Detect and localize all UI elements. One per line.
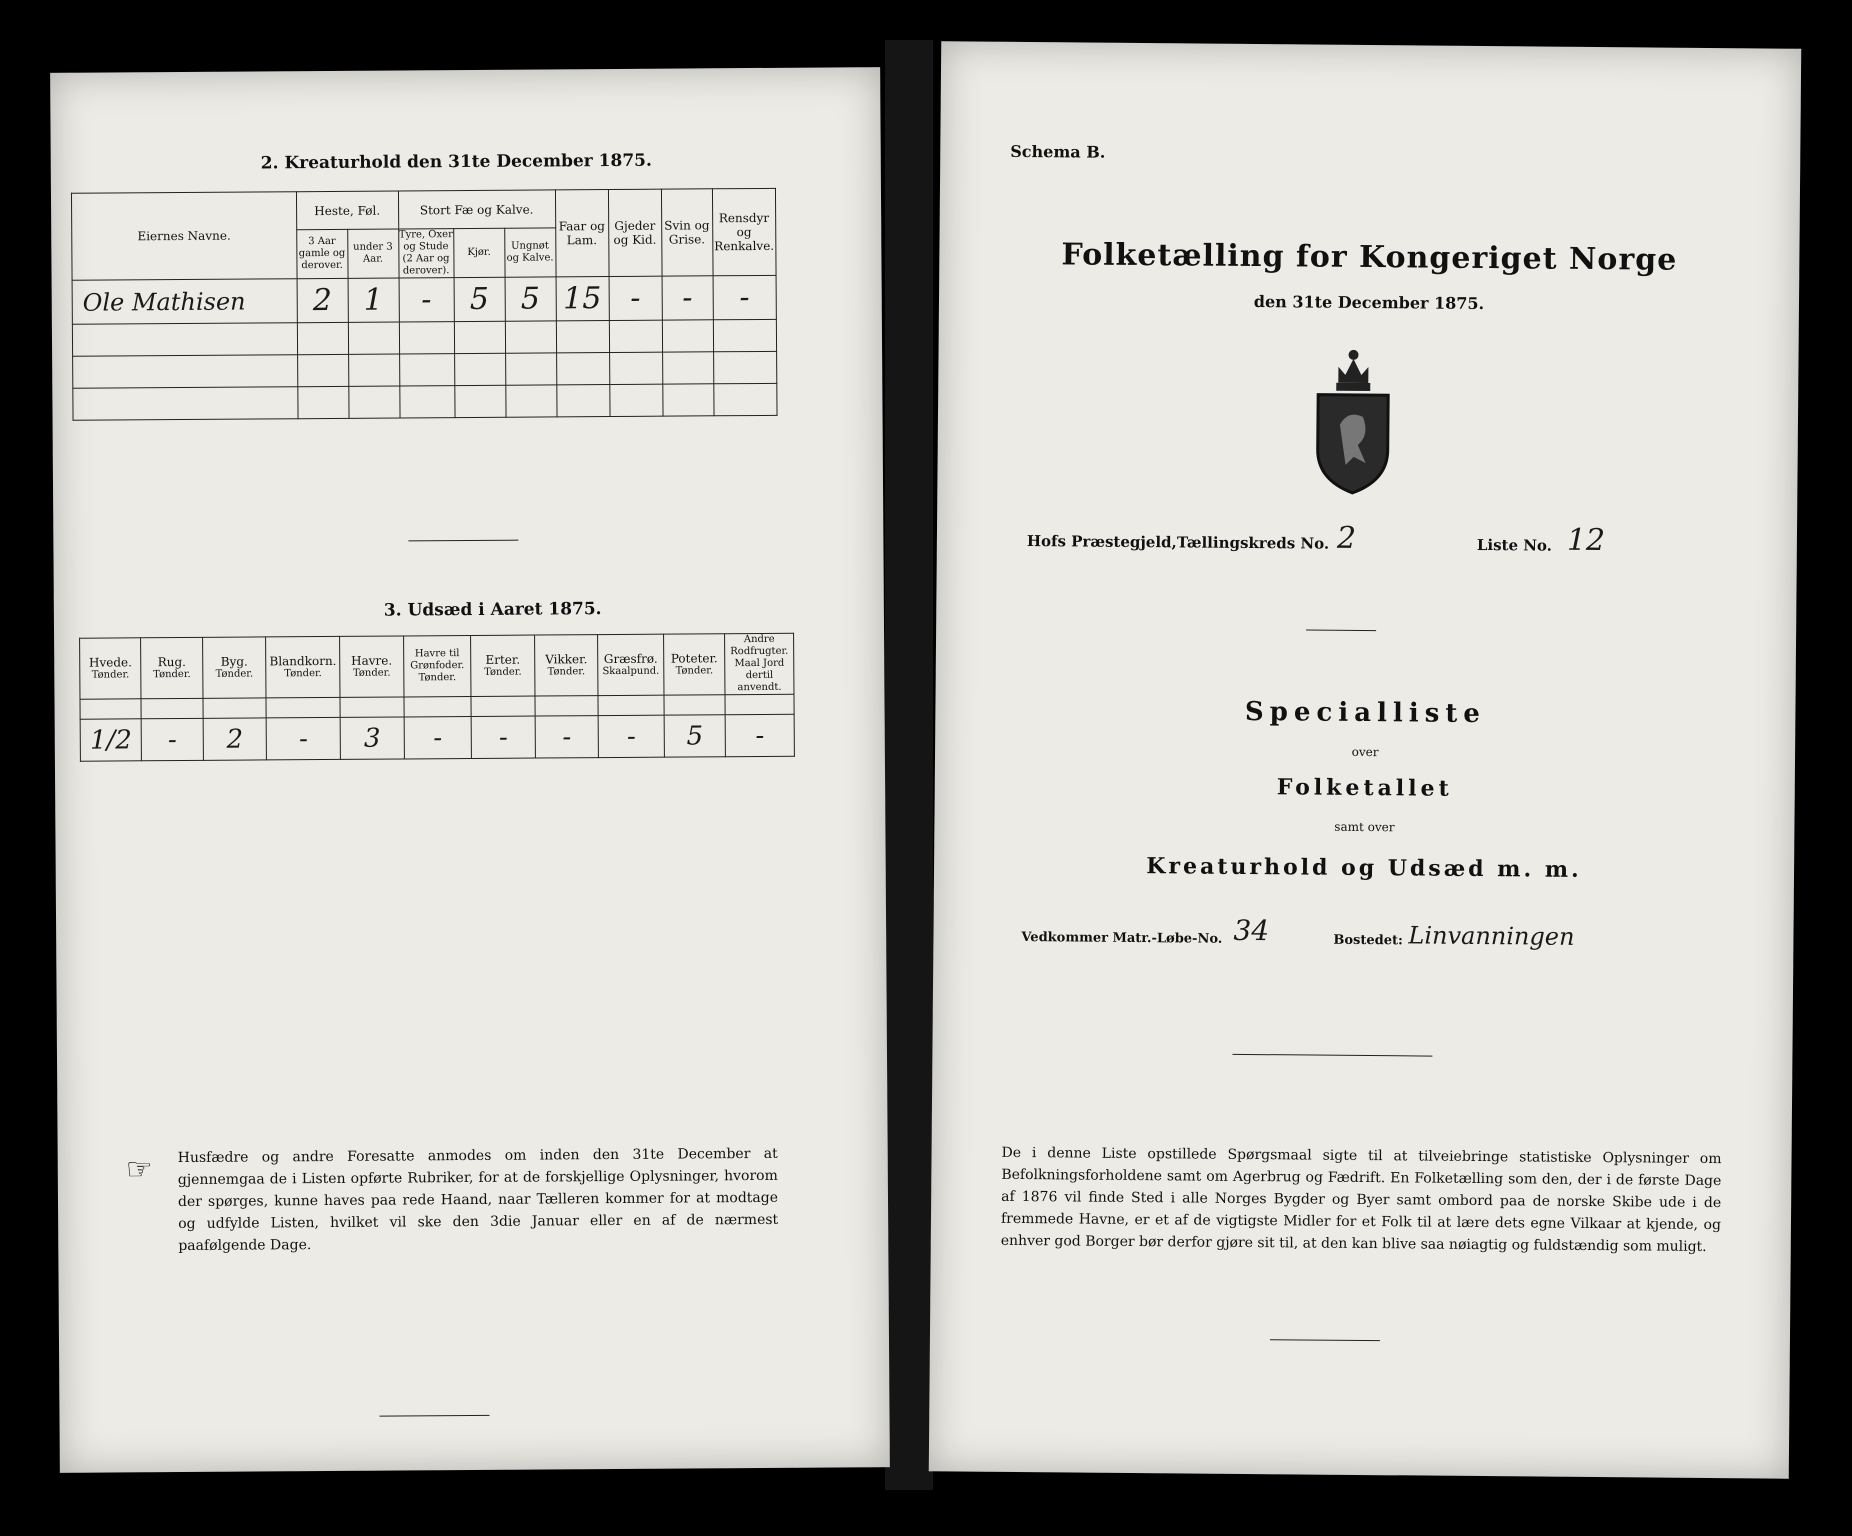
divider <box>1270 1339 1380 1341</box>
cattle-header: Stort Fæ og Kalve. <box>398 190 555 229</box>
pointing-hand-icon: ☞ <box>125 1152 153 1188</box>
seed-value: - <box>142 718 204 760</box>
matr-label: Vedkommer Matr.-Løbe-No. <box>1021 930 1223 947</box>
seed-value: - <box>598 715 664 757</box>
folketallet-title: Folketallet <box>1276 774 1453 802</box>
goats-header: Gjeder og Kid. <box>608 189 662 276</box>
seed-header: Havre til Grønfoder. <box>410 648 465 672</box>
seed-unit: Tønder. <box>215 668 254 680</box>
seed-unit: Tønder. <box>91 669 130 681</box>
census-title: Folketælling for Kongeriget Norge <box>1061 237 1678 278</box>
livestock-value: 5 <box>505 277 556 321</box>
seed-value: 5 <box>664 715 726 757</box>
section2-title: 2. Kreaturhold den 31te December 1875. <box>260 150 652 174</box>
seed-row <box>80 714 794 761</box>
livestock-value: 2 <box>297 278 348 322</box>
seed-unit: Tønder. <box>352 667 391 679</box>
schema-label: Schema B. <box>1010 141 1106 162</box>
horses-sub1: 3 Aar gamle og derover. <box>296 229 347 278</box>
bosted-label: Bostedet: <box>1333 932 1403 949</box>
livestock-value: 15 <box>556 277 609 321</box>
kreaturhold-title: Kreaturhold og Udsæd m. m. <box>1146 853 1582 883</box>
seed-header: Erter. <box>485 652 521 667</box>
book-spine <box>885 40 933 1490</box>
seed-unit: Tønder. <box>284 668 322 680</box>
livestock-value: - <box>609 276 662 320</box>
seed-table <box>79 633 795 762</box>
livestock-row <box>72 275 776 324</box>
livestock-value: - <box>713 275 777 319</box>
livestock-value: - <box>662 276 713 320</box>
owner-name: Ole Mathisen <box>72 279 297 325</box>
divider <box>380 1415 490 1417</box>
seed-unit: Skaalpund. <box>602 665 660 678</box>
over-text: over <box>1351 744 1379 760</box>
seed-header: Havre. <box>351 653 393 668</box>
bosted-value: Linvanningen <box>1408 921 1575 951</box>
owner-header: Eiernes Navne. <box>71 192 296 281</box>
horses-sub2: under 3 Aar. <box>347 229 398 278</box>
coat-of-arms-icon <box>1307 344 1398 495</box>
cattle-sub1: Tyre, Oxer og Stude (2 Aar og derover). <box>398 229 453 277</box>
seed-unit: Tønder. <box>484 666 522 678</box>
seed-value: 1/2 <box>80 719 142 761</box>
seed-value: 2 <box>203 718 267 760</box>
divider <box>1232 1054 1432 1057</box>
seed-header: Rug. <box>157 654 187 670</box>
seed-value: - <box>725 714 794 756</box>
parish-label: Hofs Præstegjeld, <box>1026 532 1177 552</box>
pigs-header: Svin og Grise. <box>661 189 713 276</box>
seed-header: Græsfrø. <box>603 651 658 667</box>
seed-header: Blandkorn. <box>269 653 337 669</box>
divider <box>408 540 518 542</box>
divider <box>1306 629 1376 631</box>
seed-unit: Tønder. <box>153 668 191 681</box>
section3-title: 3. Udsæd i Aaret 1875. <box>383 599 602 621</box>
samt-over-text: samt over <box>1334 819 1395 835</box>
livestock-value: - <box>399 278 454 322</box>
seed-unit: Tønder. <box>547 666 586 678</box>
seed-unit: Tønder. <box>418 672 457 684</box>
district-number: 2 <box>1336 520 1357 556</box>
seed-unit: Tønder. <box>675 665 714 677</box>
livestock-value: 1 <box>348 278 399 322</box>
sheep-header: Faar og Lam. <box>555 190 609 277</box>
district-label: Tællingskreds No. <box>1176 533 1330 553</box>
seed-header: Byg. <box>220 654 248 669</box>
list-number: 12 <box>1566 522 1606 559</box>
right-notice: De i denne Liste opstillede Spørgsmaal sigte til at tilveiebringe statistiske Oplysninger om Befolkningsforholdene samt om Agerbrug og Fædrift. En Folketælling som den, der i de første Dage af 1876 vil finde Sted i alle Norges Bygder og Byer samt ombord paa de norske Skibe ude i de fremmede Havne, er et af de vigtigste Midler for et Folk til at lære dets egne Vilkaar at kjende, og enhver god Borger bør derfor gjøre sit til, at den kan blive saa nøiagtig og fuldstændig som muligt. <box>1000 1144 1722 1255</box>
cattle-sub2: Kjør. <box>453 228 504 277</box>
seed-value: 3 <box>340 717 404 759</box>
seed-value: - <box>266 717 340 760</box>
seed-value: - <box>404 716 472 758</box>
livestock-value: 5 <box>454 277 505 321</box>
seed-header: Hvede. <box>88 655 132 670</box>
cattle-sub3: Ungnøt og Kalve. <box>504 228 555 277</box>
census-date: den 31te December 1875. <box>1253 292 1485 314</box>
matr-number: 34 <box>1233 913 1270 948</box>
seed-header: Andre Rodfrugter. <box>730 633 789 658</box>
seed-header: Poteter. <box>670 651 718 666</box>
seed-unit: Maal Jord dertil anvendt. <box>734 657 785 694</box>
seed-value: - <box>471 716 535 758</box>
seed-value: - <box>535 716 599 758</box>
livestock-table <box>71 188 778 421</box>
specialliste-title: Specialliste <box>1244 696 1486 730</box>
reindeer-header: Rensdyr og Renkalve. <box>712 188 776 275</box>
left-page <box>50 67 890 1473</box>
left-notice: Husfædre og andre Foresatte anmodes om inden den 31te December at gjennemgaa de i Listen opførte Rubriker, for at de forskjellige Oplysninger, hvorom der spørges, kunne haves paa rede Haand, naar Tælleren kommer for at modtage og udfylde Listen, hvilket vil ske den 3die Januar eller en af de nærmest paafølgende Dage. <box>177 1145 779 1255</box>
seed-header: Vikker. <box>545 652 588 667</box>
list-label: Liste No. <box>1476 535 1553 555</box>
horses-header: Heste, Føl. <box>296 191 398 230</box>
right-page <box>929 41 1801 1478</box>
